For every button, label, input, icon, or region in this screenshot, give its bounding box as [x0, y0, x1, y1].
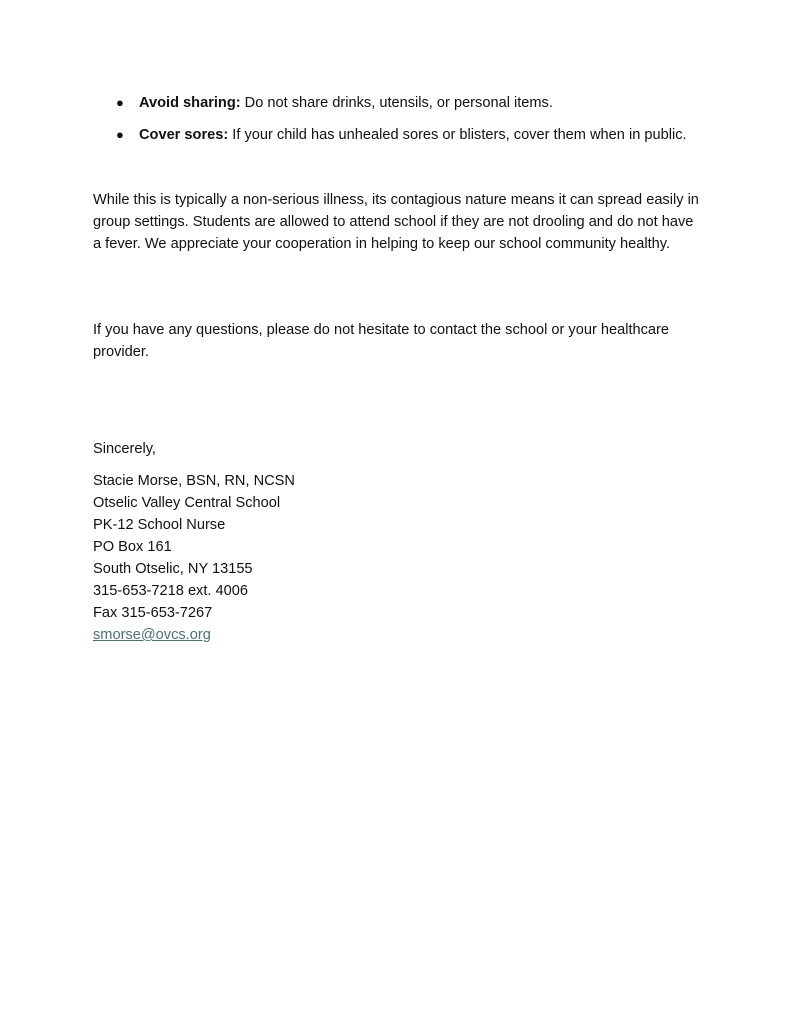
signature-block	[93, 470, 493, 646]
email-link[interactable]: smorse@ovcs.org	[93, 627, 211, 643]
body-paragraph: If you have any questions, please do not hesitate to contact the school or your healthcare provider.	[93, 322, 670, 360]
bullet-term: Cover sores:	[139, 127, 229, 143]
signature-fax: Fax 315-653-7267	[93, 605, 213, 621]
signature-city: South Otselic, NY 13155	[93, 561, 253, 577]
signature-po-box: PO Box 161	[93, 539, 172, 555]
closing-salutation: Sincerely,	[93, 441, 156, 457]
bullet-term: Avoid sharing:	[139, 95, 241, 111]
signature-title: PK-12 School Nurse	[93, 517, 226, 533]
bullet-icon: ●	[116, 127, 124, 142]
precaution-list	[93, 92, 713, 146]
signature-phone: 315-653-7218 ext. 4006	[93, 583, 248, 599]
signature-school: Otselic Valley Central School	[93, 495, 281, 511]
signature-name: Stacie Morse, BSN, RN, NCSN	[93, 473, 295, 489]
bullet-text: Do not share drinks, utensils, or personal items.	[240, 95, 553, 111]
bullet-text: If your child has unhealed sores or blisters, cover them when in public.	[228, 127, 687, 143]
bullet-icon: ●	[116, 95, 124, 110]
list-item	[93, 92, 713, 114]
list-item	[93, 124, 713, 146]
body-paragraph: While this is typically a non-serious illness, its contagious nature means it can spread easily in group settings. Students are allowed to attend school if they are not drooling and do not have a fever. We appreciate your cooperation in helping to keep our school community healthy.	[93, 192, 699, 252]
